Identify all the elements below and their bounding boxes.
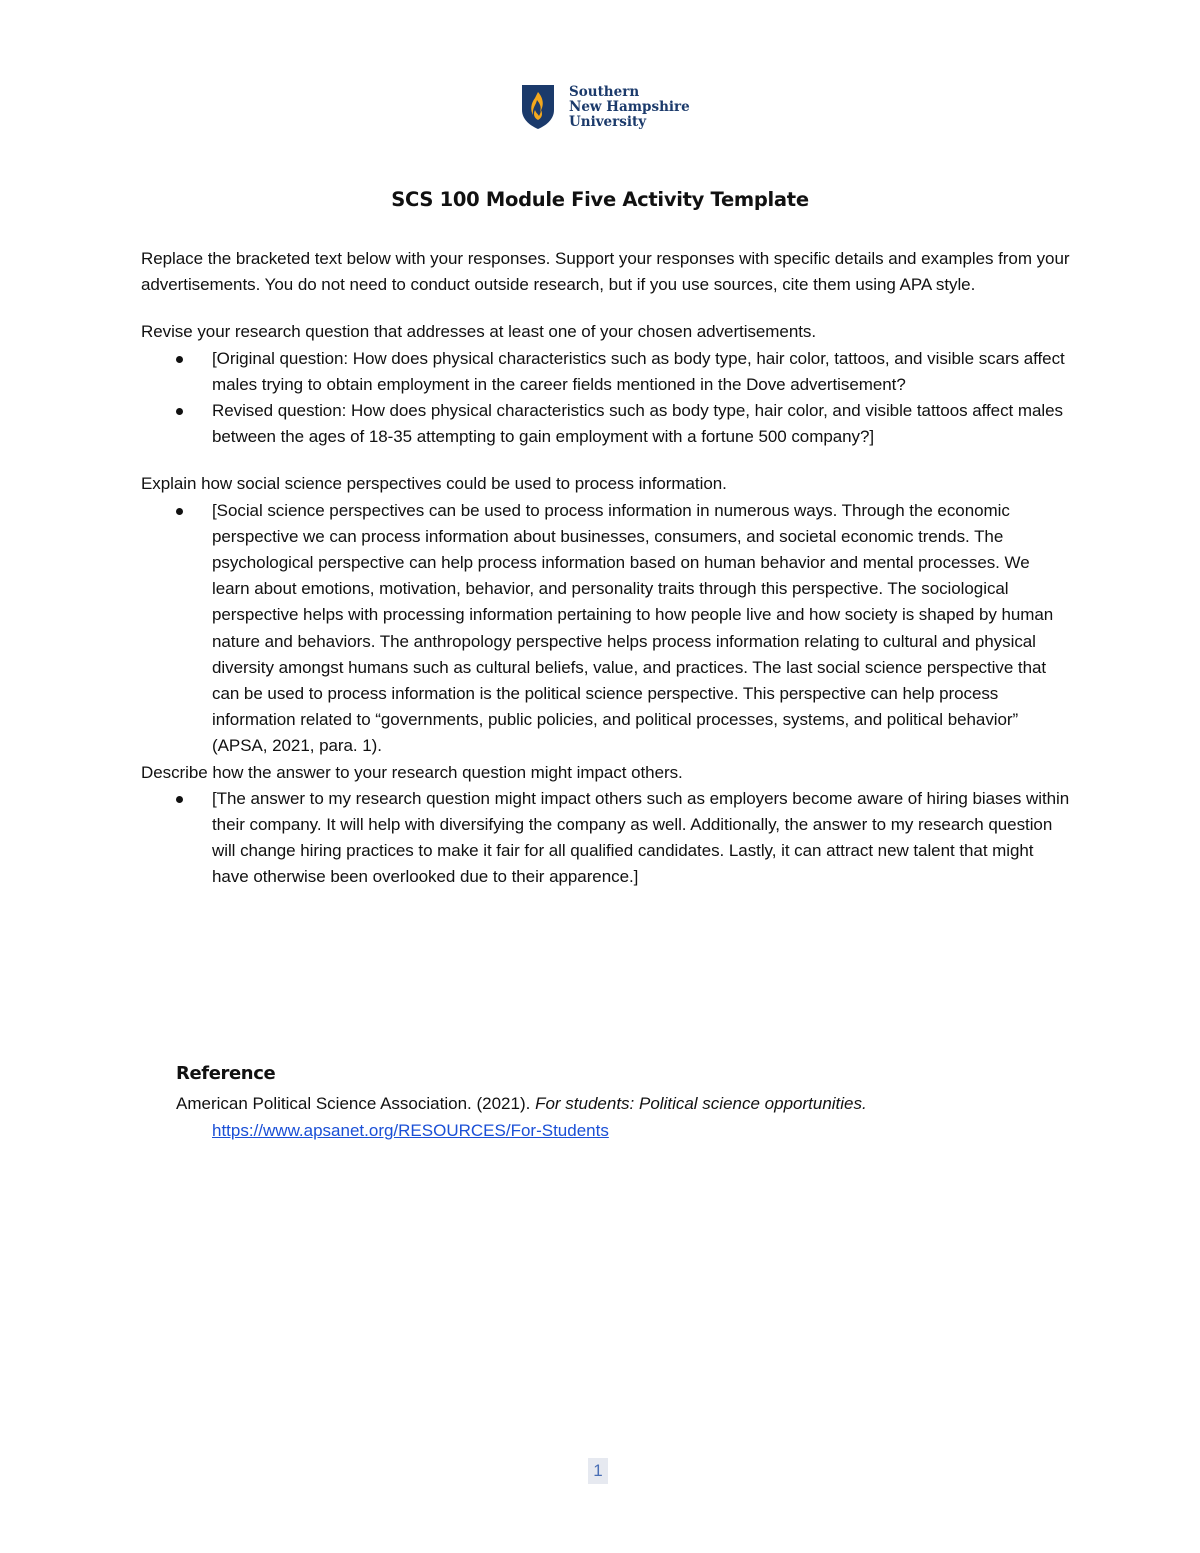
university-logo [521,84,691,132]
document-body [141,246,1071,891]
page-number: 1 [588,1458,608,1484]
reference-link[interactable]: https://www.apsanet.org/RESOURCES/For-Students [212,1120,609,1140]
list-item: [Original question: How does physical characteristics such as body type, hair color, tattoos, and visible scars affect males trying to obtain employment in the career fields mentioned in the Dove advertisement? [141,346,1071,398]
section-prompt: Revise your research question that addresses at least one of your chosen advertisements. [141,322,817,342]
section-prompt: Explain how social science perspectives could be used to process information. [141,474,727,494]
reference-heading: Reference [176,1063,276,1084]
bullet-list [141,346,1071,451]
list-item: [The answer to my research question might impact others such as employers become aware of hiring biases within their company. It will help with diversifying the company as well. Additionally, the answer to my research question will change hiring practices to make it fair for all qualified candidates. Lastly, it can attract new talent that might have otherwise been overlooked due to their apparence.] [141,786,1071,891]
bullet-list [141,498,1071,760]
bullet-list [141,786,1071,891]
list-item: [Social science perspectives can be used to process information in numerous ways. Through the economic perspective we can process information about businesses, consumers, and societal economic trends. The psychological perspective can help process information based on human behavior and mental processes. We learn about emotions, motivation, behavior, and personality traits through this perspective. The sociological perspective helps with processing information pertaining to how people live and how society is shaped by human nature and behaviors. The anthropology perspective helps process information relating to cultural and physical diversity amongst humans such as cultural beliefs, value, and practices. The last social science perspective that can be used to process information is the political science perspective. This perspective can help process information related to “governments, public policies, and political processes, systems, and political behavior” (APSA, 2021, para. 1). [141,498,1071,760]
section-prompt: Describe how the answer to your research question might impact others. [141,762,683,782]
reference-entry [176,1091,1076,1144]
shield-flame-icon [521,84,555,130]
reference-title: For students: Political science opportunities. [535,1094,867,1113]
list-item: Revised question: How does physical characteristics such as body type, hair color, and visible tattoos affect males between the ages of 18-35 attempting to gain employment with a fortune 500 company?] [141,398,1071,450]
logo-line-1: Southern [569,84,640,100]
reference-author-year: American Political Science Association. (2021). [176,1094,536,1113]
logo-wordmark [569,85,690,130]
intro-paragraph: Replace the bracketed text below with your responses. Support your responses with specific details and examples from your advertisements. You do not need to conduct outside research, but if you use sources, cite them using APA style. [141,249,1070,295]
spacer [141,298,1071,319]
logo-line-3: University [569,114,647,130]
spacer [141,450,1071,471]
page-title: SCS 100 Module Five Activity Template [391,188,809,211]
logo-line-2: New Hampshire [569,99,690,115]
